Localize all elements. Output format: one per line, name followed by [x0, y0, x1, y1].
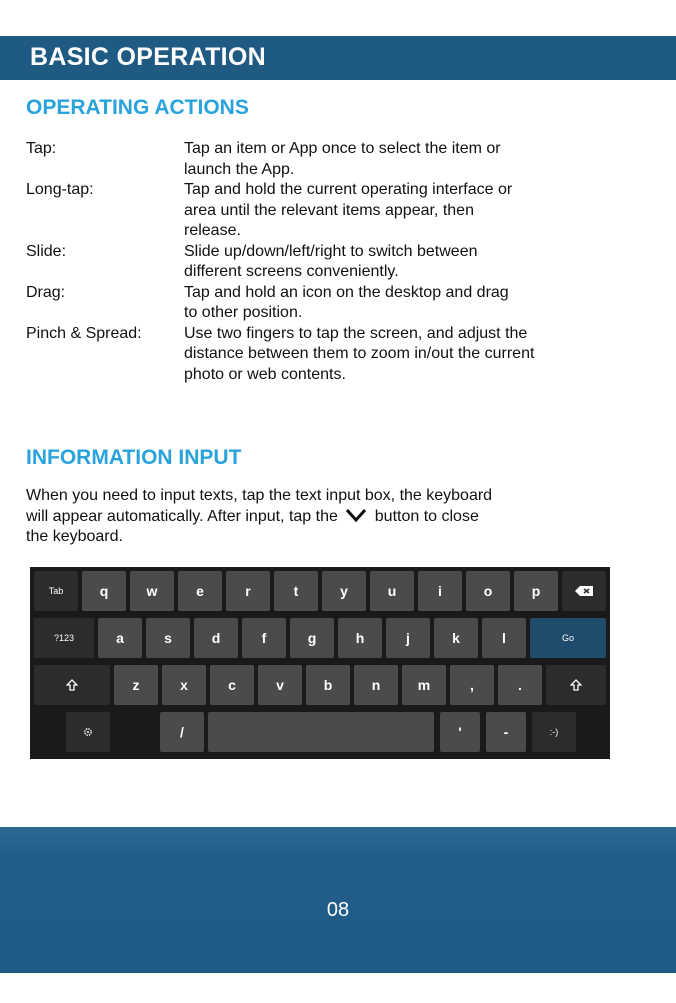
- key-n[interactable]: n: [354, 665, 398, 705]
- key-backspace[interactable]: [562, 571, 606, 611]
- key-u[interactable]: u: [370, 571, 414, 611]
- key-x[interactable]: x: [162, 665, 206, 705]
- key-comma[interactable]: ,: [450, 665, 494, 705]
- key-go[interactable]: Go: [530, 618, 606, 658]
- key-q[interactable]: q: [82, 571, 126, 611]
- key-l[interactable]: l: [482, 618, 526, 658]
- key-space[interactable]: [208, 712, 434, 752]
- definition-term: Drag:: [26, 283, 66, 301]
- key-f[interactable]: f: [242, 618, 286, 658]
- header-banner: [0, 36, 676, 80]
- shift-icon: [570, 679, 582, 691]
- page-title: BASIC OPERATION: [30, 43, 266, 71]
- paragraph-text: button to close: [374, 507, 479, 525]
- definition-line: launch the App.: [184, 160, 295, 178]
- definition-line: different screens conveniently.: [184, 263, 399, 280]
- key-b[interactable]: b: [306, 665, 350, 705]
- definition-term: Slide:: [26, 242, 67, 260]
- key-s[interactable]: s: [146, 618, 190, 658]
- definition-line: release.: [184, 222, 241, 239]
- definition-item-long-tap: [26, 180, 626, 242]
- key-t[interactable]: t: [274, 571, 318, 611]
- paragraph-line: the keyboard.: [26, 528, 123, 545]
- key-apostrophe[interactable]: ': [440, 712, 480, 752]
- definition-line: Tap an item or App once to select the item or: [184, 140, 501, 157]
- key-z[interactable]: z: [114, 665, 158, 705]
- definition-line: Slide up/down/left/right to switch between: [184, 242, 478, 260]
- key-i[interactable]: i: [418, 571, 462, 611]
- definition-item-pinch-spread: [26, 324, 626, 386]
- key-o[interactable]: o: [466, 571, 510, 611]
- key-w[interactable]: w: [130, 571, 174, 611]
- definition-term: Long-tap:: [26, 181, 94, 198]
- section-heading-operating-actions: OPERATING ACTIONS: [26, 96, 249, 119]
- keyboard-hide-chevron-icon: [345, 507, 367, 523]
- key-shift-right[interactable]: [546, 665, 606, 705]
- footer-band: [0, 827, 676, 973]
- section-heading-information-input: INFORMATION INPUT: [26, 446, 242, 469]
- shift-icon: [66, 679, 78, 691]
- key-slash[interactable]: /: [160, 712, 204, 752]
- key-r[interactable]: r: [226, 571, 270, 611]
- key-e[interactable]: e: [178, 571, 222, 611]
- key-period[interactable]: .: [498, 665, 542, 705]
- onscreen-keyboard: [30, 567, 610, 759]
- definition-line: Use two fingers to tap the screen, and adjust the: [184, 324, 528, 342]
- definition-item-slide: [26, 242, 626, 283]
- paragraph-text: will appear automatically. After input, tap the: [26, 507, 338, 525]
- definition-term: Pinch & Spread:: [26, 324, 142, 342]
- page-number: 08: [326, 899, 350, 921]
- definition-term: Tap:: [26, 140, 57, 157]
- definition-list: [26, 139, 626, 385]
- definition-line: photo or web contents.: [184, 365, 346, 383]
- key-h[interactable]: h: [338, 618, 382, 658]
- definition-item-tap: [26, 139, 626, 180]
- backspace-icon: [574, 585, 594, 597]
- key-tab[interactable]: Tab: [34, 571, 78, 611]
- paragraph-line: When you need to input texts, tap the text input box, the keyboard: [26, 487, 493, 504]
- key-g[interactable]: g: [290, 618, 334, 658]
- key-a[interactable]: a: [98, 618, 142, 658]
- definition-item-drag: [26, 283, 626, 324]
- paragraph-line: [26, 507, 626, 528]
- key-p[interactable]: p: [514, 571, 558, 611]
- definition-line: Tap and hold the current operating interface or: [184, 181, 513, 198]
- gear-icon: [83, 727, 93, 737]
- key-shift-left[interactable]: [34, 665, 110, 705]
- definition-line: distance between them to zoom in/out the current: [184, 345, 535, 362]
- key-c[interactable]: c: [210, 665, 254, 705]
- information-input-paragraph: [26, 486, 626, 548]
- key-v[interactable]: v: [258, 665, 302, 705]
- key-j[interactable]: j: [386, 618, 430, 658]
- key-k[interactable]: k: [434, 618, 478, 658]
- key-y[interactable]: y: [322, 571, 366, 611]
- definition-line: Tap and hold an icon on the desktop and drag: [184, 283, 509, 301]
- key-dash[interactable]: -: [486, 712, 526, 752]
- definition-line: area until the relevant items appear, then: [184, 201, 474, 219]
- key-m[interactable]: m: [402, 665, 446, 705]
- key-symbols[interactable]: ?123: [34, 618, 94, 658]
- definition-line: to other position.: [184, 304, 303, 321]
- key-smiley[interactable]: :-): [532, 712, 576, 752]
- key-d[interactable]: d: [194, 618, 238, 658]
- key-settings[interactable]: [66, 712, 110, 752]
